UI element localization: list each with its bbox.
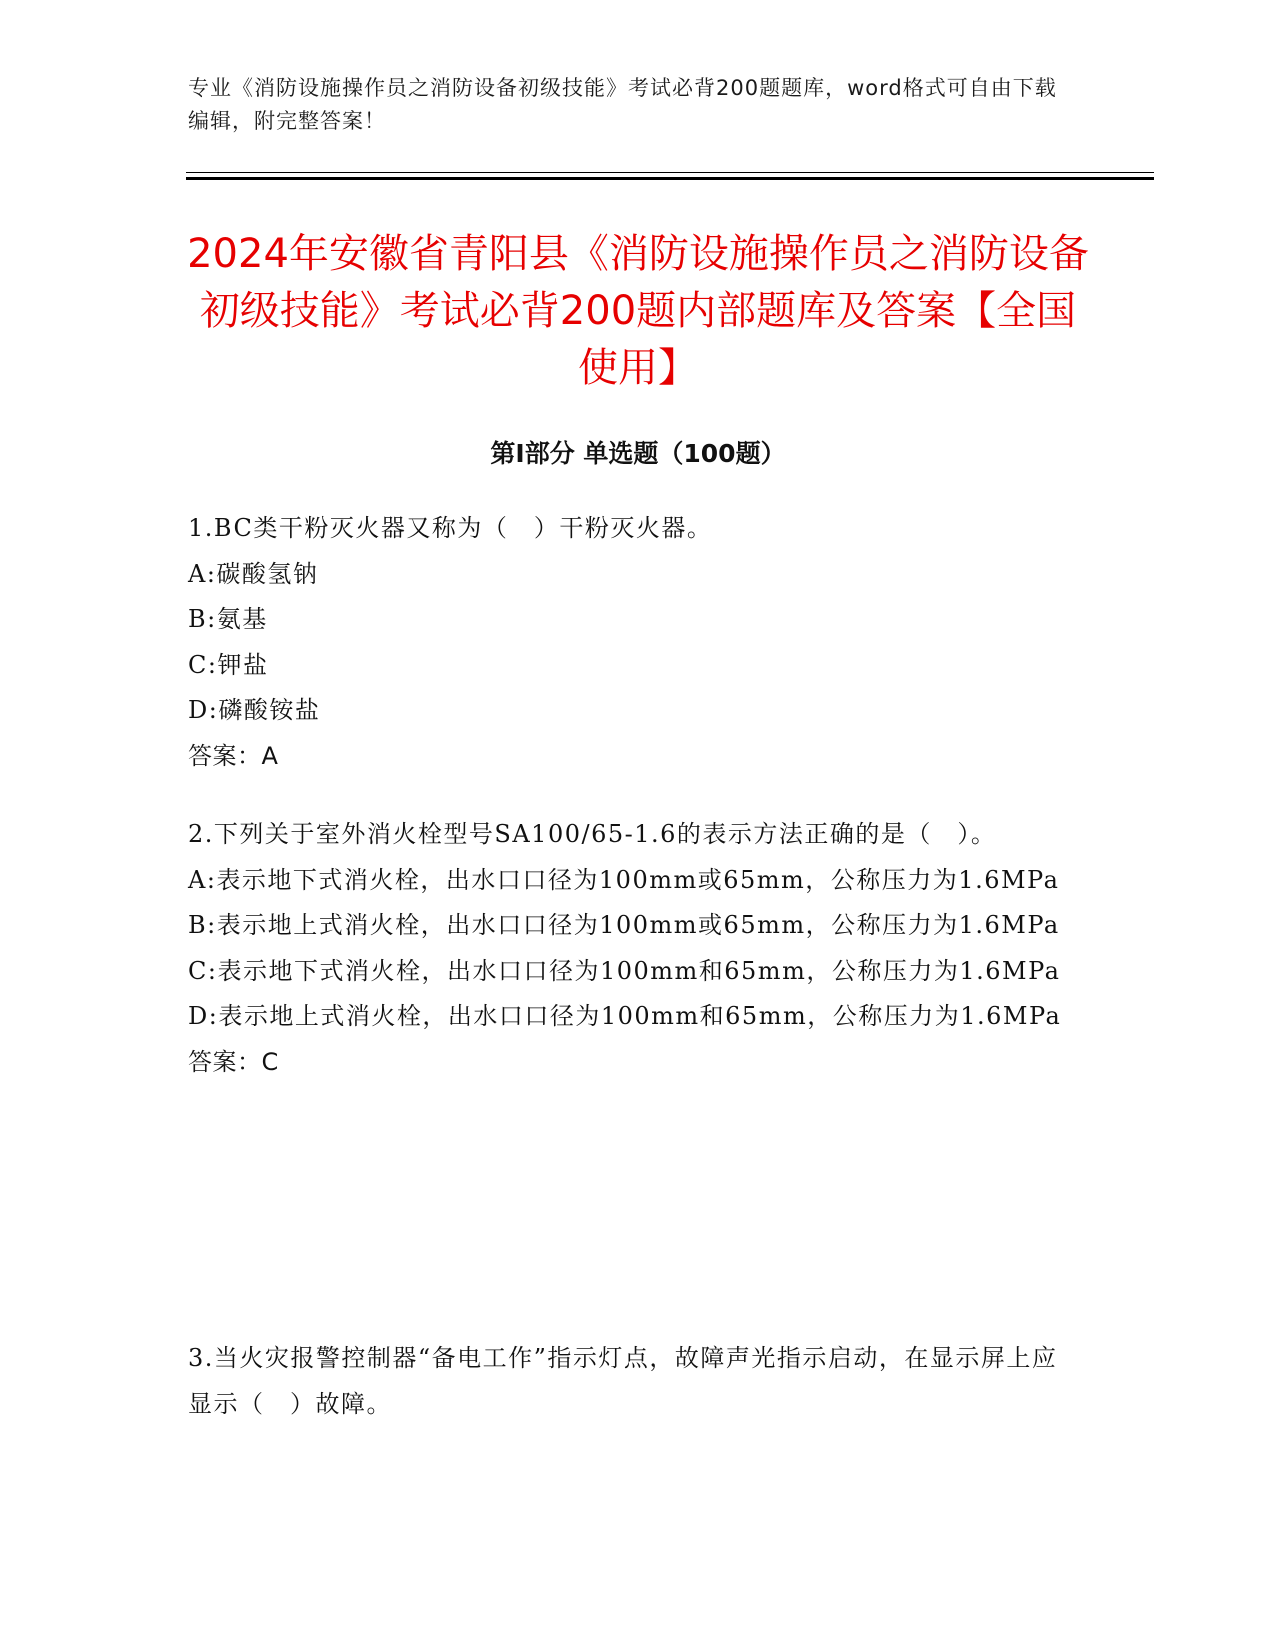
question-2 [188,812,1068,1085]
question-stem: 3.当火灾报警控制器“备电工作”指示灯点，故障声光指示启动，在显示屏上应显示（ ）故障。 [188,1344,1058,1418]
option-d: D:磷酸铵盐 [188,696,321,724]
document-title: 2024年安徽省青阳县《消防设施操作员之消防设备初级技能》考试必背200题内部题库及答案【全国使用】 [187,231,1089,391]
question-3 [188,1336,1068,1427]
section-title: 第I部分 单选题（100题） [490,439,786,468]
option-a: A:碳酸氢钠 [188,559,319,588]
header-rule-thick [186,177,1154,180]
question-stem: 2.下列关于室外消火栓型号SA100/65-1.6的表示方法正确的是（ ）。 [188,820,997,848]
option-b: B:氨基 [188,605,268,633]
answer: 答案：A [188,741,279,770]
option-c: C:表示地下式消火栓，出水口口径为100mm和65mm，公称压力为1.6MPa [188,956,1061,985]
option-d: D:表示地上式消火栓，出水口口径为100mm和65mm，公称压力为1.6MPa [188,1002,1062,1030]
option-b: B:表示地上式消火栓，出水口口径为100mm或65mm，公称压力为1.6MPa [188,911,1060,939]
answer: 答案：C [188,1047,279,1076]
question-1 [188,506,1068,779]
question-stem: 1.BC类干粉灭火器又称为（ ）干粉灭火器。 [188,514,713,542]
option-a: A:表示地下式消火栓，出水口口径为100mm或65mm，公称压力为1.6MPa [188,865,1060,894]
option-c: C:钾盐 [188,650,269,679]
header-rule-thin [186,172,1154,173]
header-note: 专业《消防设施操作员之消防设备初级技能》考试必背200题题库，word格式可自由下载编辑，附完整答案！ [188,76,1057,133]
